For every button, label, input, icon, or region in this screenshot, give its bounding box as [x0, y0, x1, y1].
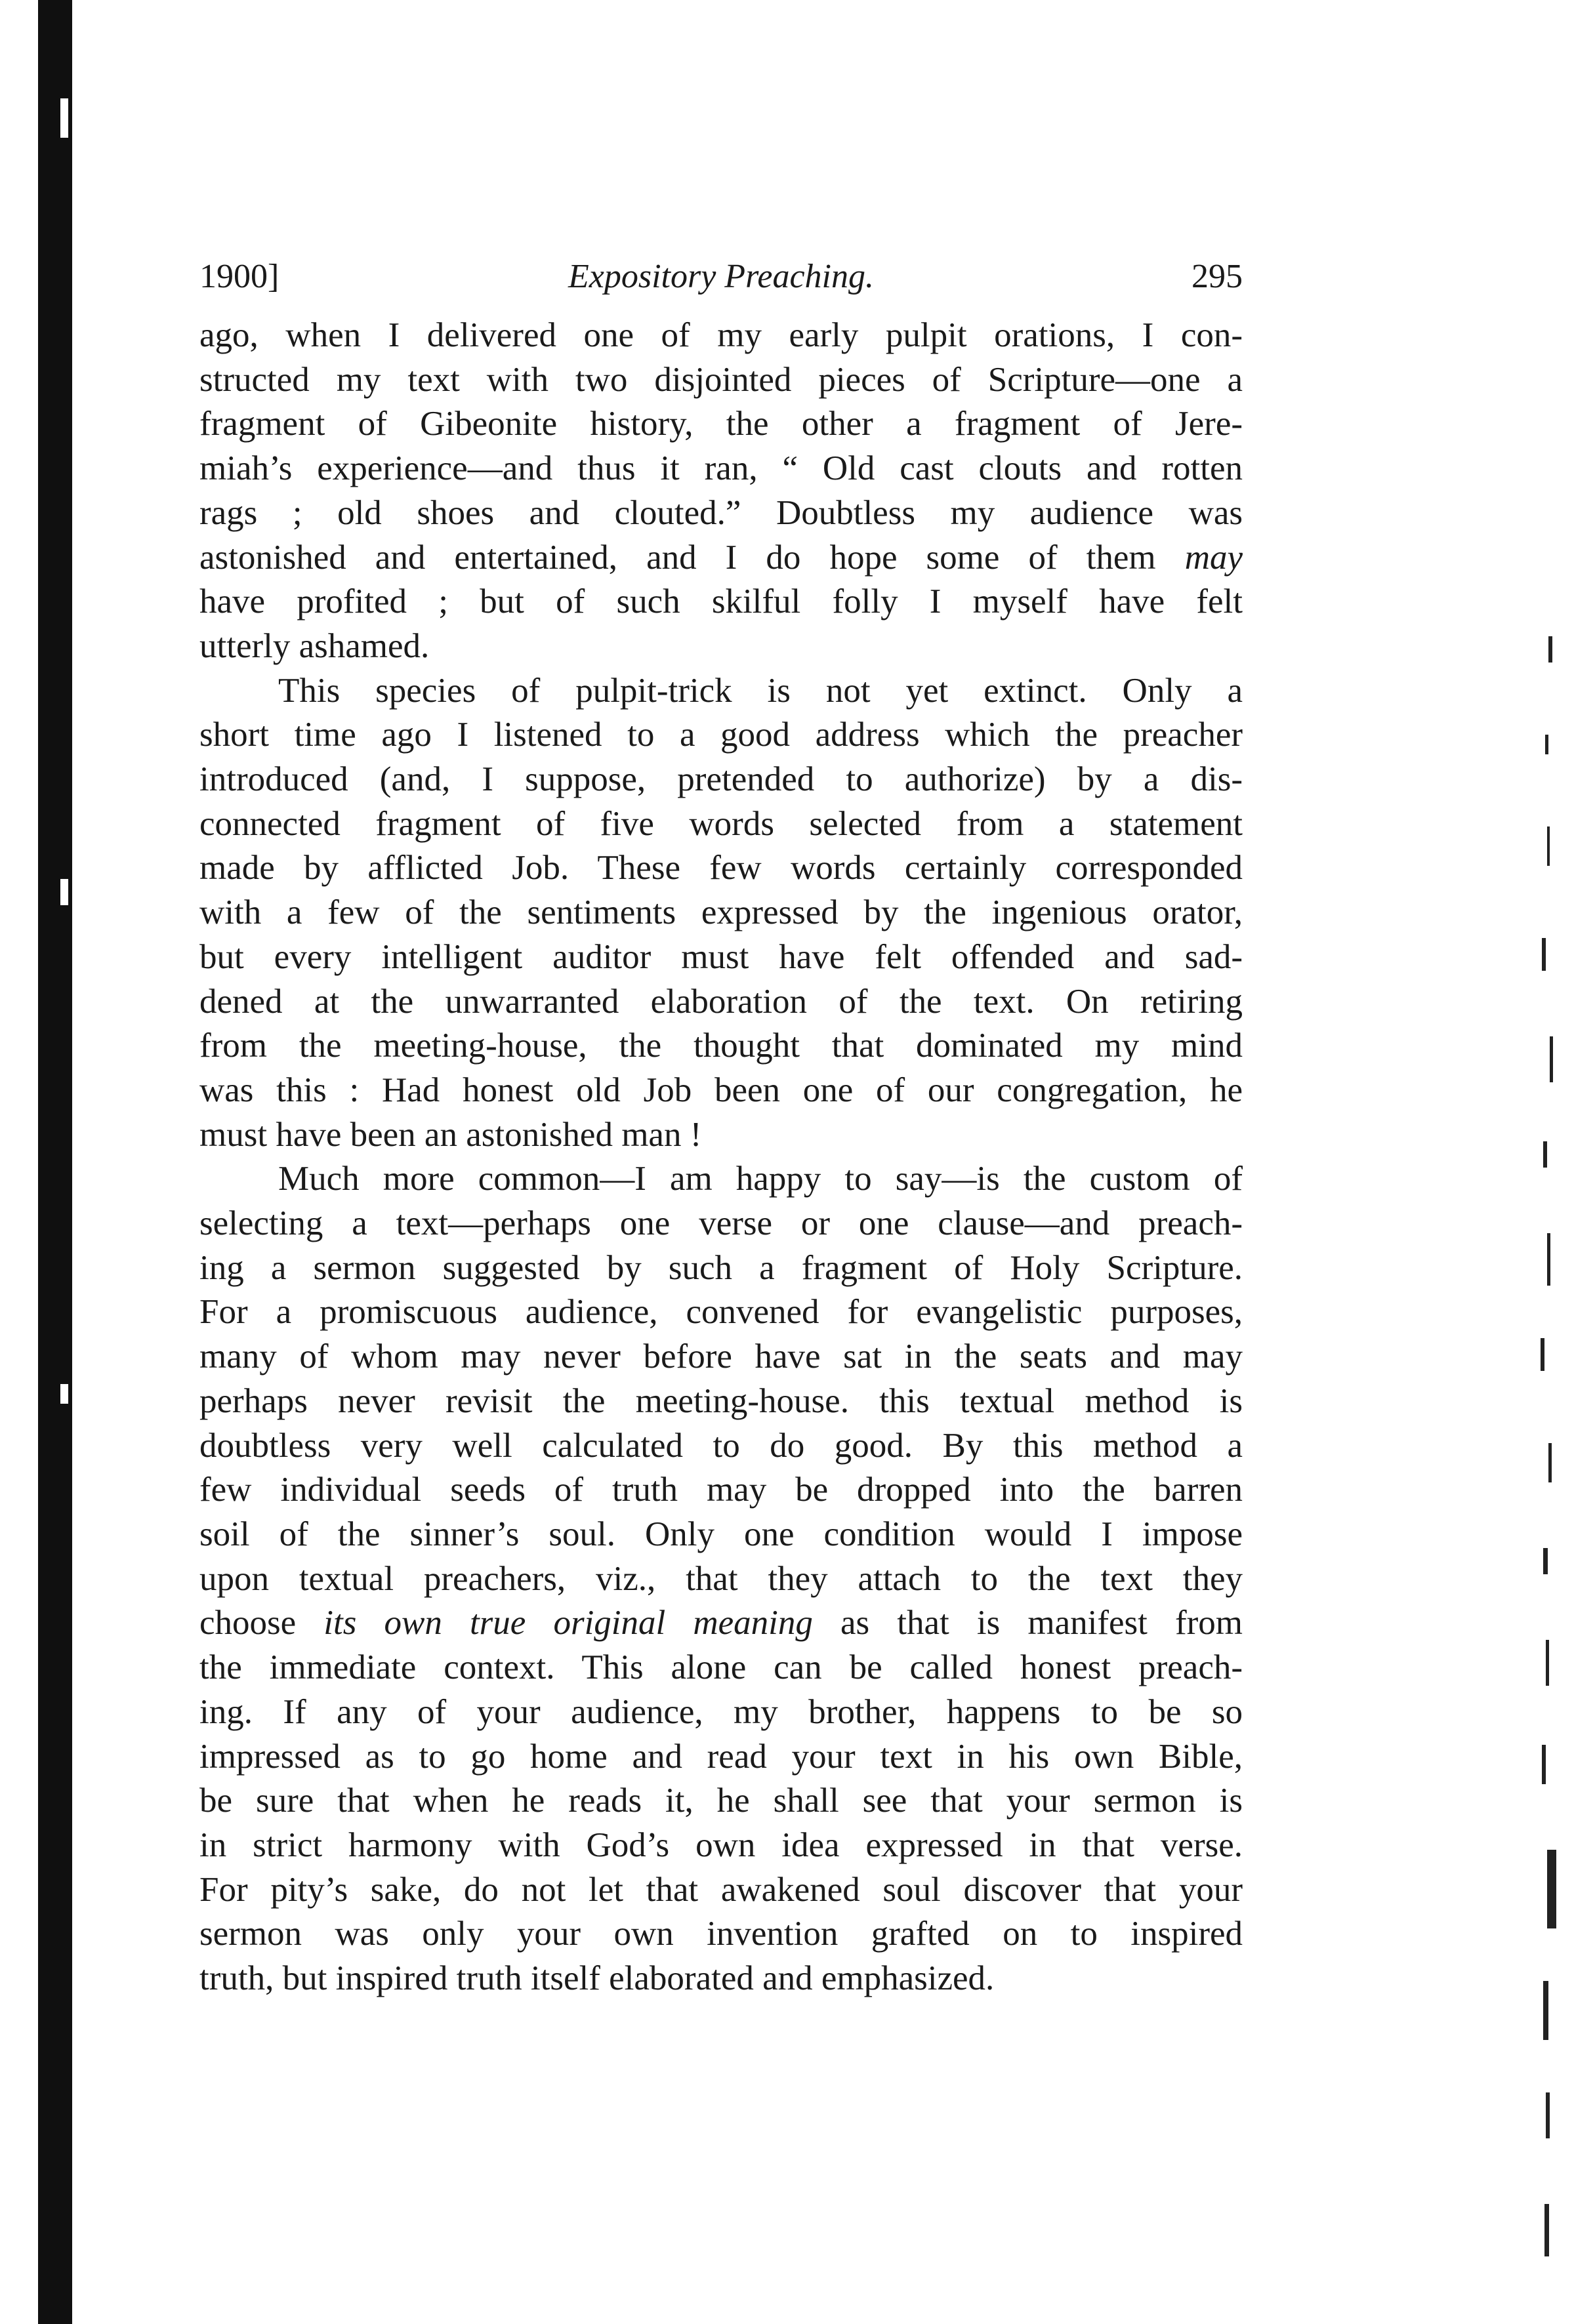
text-line: was this : Had honest old Job been one of our congregation, he [199, 1070, 1243, 1109]
text-line: perhaps never revisit the meeting-house. this textual method is [199, 1381, 1243, 1420]
paragraph-3 [199, 1157, 1243, 2001]
text-line: fragment of Gibeonite history, the other a fragment of Jere- [199, 405, 1243, 443]
text-line: connected fragment of five words selected from a statement [199, 804, 1243, 843]
text-fragment: choose [199, 1604, 324, 1642]
text-line: sermon was only your own invention grafted on to inspired [199, 1915, 1243, 1953]
text-line: Much more common—I am happy to say—is the custom of [278, 1160, 1243, 1198]
text-line: but every intelligent auditor must have felt offended and sad- [199, 937, 1243, 976]
scan-binding-edge [38, 0, 72, 2324]
text-line [199, 1601, 1243, 1646]
text-line: miah’s experience—and thus it ran, “ Old cast clouts and rotten [199, 449, 1243, 488]
text-line: ing a sermon suggested by such a fragment of Holy Scripture. [199, 1248, 1243, 1287]
running-head-year: 1900] [199, 258, 280, 295]
text-line: in strict harmony with God’s own idea expressed in that verse. [199, 1825, 1243, 1864]
text-line: from the meeting-house, the thought that dominated my mind [199, 1027, 1243, 1065]
running-head-title: Expository Preaching. [568, 258, 874, 295]
text-line: have profited ; but of such skilful folly I myself have felt [199, 582, 1243, 621]
text-line: be sure that when he reads it, he shall see that your sermon is [199, 1782, 1243, 1820]
text-fragment: astonished and entertained, and I do hope some of them [199, 538, 1185, 577]
paragraph-1 [199, 314, 1243, 669]
text-line: made by afflicted Job. These few words certainly corresponded [199, 849, 1243, 887]
text-line: doubtless very well calculated to do good. By this method a [199, 1426, 1243, 1465]
text-line: ago, when I delivered one of my early pulpit orations, I con- [199, 316, 1243, 354]
text-line: with a few of the sentiments expressed by the ingenious orator, [199, 893, 1243, 932]
text-line: For pity’s sake, do not let that awakened soul discover that your [199, 1870, 1243, 1909]
text-line: structed my text with two disjointed pieces of Scripture—one a [199, 360, 1243, 399]
paragraph-2 [199, 669, 1243, 1158]
text-line: For a promiscuous audience, convened for evangelistic purposes, [199, 1293, 1243, 1332]
text-line: short time ago I listened to a good address which the preacher [199, 716, 1243, 754]
running-head [199, 257, 1243, 310]
text-fragment: as that is manifest from [812, 1604, 1243, 1642]
text-line: many of whom may never before have sat in the seats and may [199, 1337, 1243, 1376]
text-line: the immediate context. This alone can be called honest preach- [199, 1648, 1243, 1687]
book-page [199, 257, 1243, 2001]
text-line: truth, but inspired truth itself elaborated and emphasized. [199, 1959, 995, 1998]
text-line: upon textual preachers, viz., that they attach to the text they [199, 1559, 1243, 1598]
text-line: rags ; old shoes and clouted.” Doubtless my audience was [199, 493, 1243, 532]
text-line: soil of the sinner’s soul. Only one condition would I impose [199, 1515, 1243, 1553]
text-line: introduced (and, I suppose, pretended to authorize) by a dis- [199, 760, 1243, 799]
scan-binding-notch [60, 879, 68, 905]
text-line [199, 536, 1243, 581]
text-line: ing. If any of your audience, my brother, happens to be so [199, 1692, 1243, 1731]
italic-word: may [1184, 538, 1243, 577]
text-line: utterly ashamed. [199, 626, 430, 665]
text-line: few individual seeds of truth may be dropped into the barren [199, 1471, 1243, 1509]
text-line: dened at the unwarranted elaboration of the text. On retiring [199, 982, 1243, 1021]
italic-phrase: its own true original meaning [323, 1604, 813, 1642]
text-line: selecting a text—perhaps one verse or one clause—and preach- [199, 1204, 1243, 1243]
body-text [199, 314, 1243, 2001]
text-line: This species of pulpit-trick is not yet extinct. Only a [278, 671, 1243, 710]
scan-margin-specks [1509, 630, 1581, 2296]
scan-binding-notch [60, 1384, 68, 1404]
page-number: 295 [1191, 258, 1243, 295]
scan-binding-notch [60, 98, 68, 138]
text-line: must have been an astonished man ! [199, 1115, 702, 1154]
text-line: impressed as to go home and read your text in his own Bible, [199, 1737, 1243, 1776]
